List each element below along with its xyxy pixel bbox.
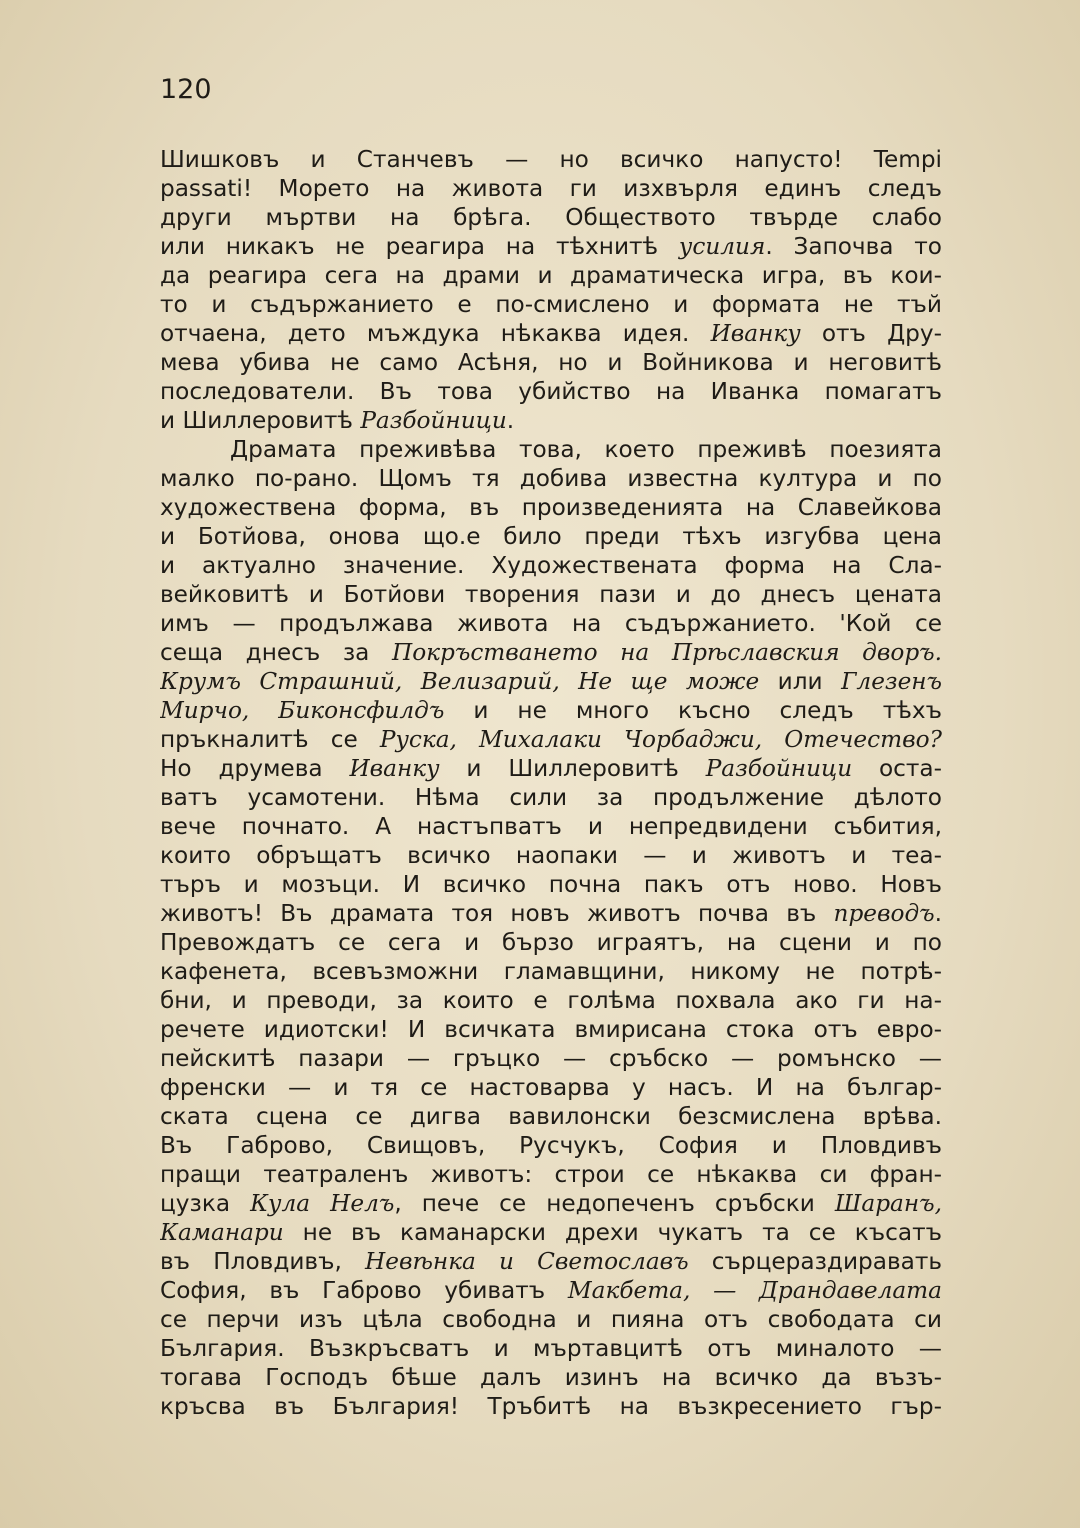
text-run: Шишковъ и Станчевъ — но всичко напусто! Tempi (160, 146, 942, 173)
italic-title: Иванку (710, 320, 801, 347)
text-line (160, 667, 942, 696)
text-line (160, 406, 942, 435)
text-line (160, 1334, 942, 1363)
text-line (160, 1160, 942, 1189)
text-run: , пече се недопеченъ сръбски (394, 1190, 835, 1217)
text-line (160, 1102, 942, 1131)
italic-title: Иванку (349, 755, 440, 782)
text-run: животъ! Въ драмата тоя новъ животъ почва въ (160, 900, 834, 927)
text-run: . Започва то (765, 233, 942, 260)
text-run: имъ — продължава живота на съдържанието. 'Кой се (160, 610, 942, 637)
text-run: мева убива не само Асѣня, но и Войникова и неговитѣ (160, 349, 942, 376)
text-line (160, 174, 942, 203)
text-line (160, 203, 942, 232)
text-line (160, 1305, 942, 1334)
italic-title: Покръстването на Прѣславския дворъ. (392, 639, 942, 666)
text-run: ватъ усамотени. Нѣма сили за продължение дѣлото (160, 784, 942, 811)
text-line (160, 1276, 942, 1305)
text-line (160, 377, 942, 406)
text-run: или никакъ не реагира на тѣхнитѣ (160, 233, 679, 260)
italic-title: Мирчо, Биконсфилдъ (160, 697, 445, 724)
text-run: френски — и тя се настоварва у насъ. И на българ- (160, 1074, 942, 1101)
text-line (160, 725, 942, 754)
body-text (160, 145, 942, 1421)
text-line (160, 1363, 942, 1392)
text-line (160, 319, 942, 348)
text-run: . (934, 900, 942, 927)
text-run: и Шиллеровитѣ (160, 407, 361, 434)
text-run: Но друмева (160, 755, 350, 782)
text-run: Превождатъ се сега и бързо играятъ, на сцени и по (160, 929, 942, 956)
text-run: речете идиотски! И всичката вмирисана стока отъ евро- (160, 1016, 942, 1043)
text-run: малко по-рано. Щомъ тя добива известна култура и по (160, 465, 942, 492)
text-run: въ Пловдивъ, (160, 1248, 366, 1275)
text-run: други мъртви на брѣга. Обществото твърде слабо (160, 204, 942, 231)
italic-title: Крумъ Страшний, Велизарий, Не ще може (160, 668, 760, 695)
text-run: София, въ Габрово убиватъ (160, 1277, 568, 1304)
text-line (160, 899, 942, 928)
italic-title: Разбойници (360, 407, 507, 434)
text-line (160, 870, 942, 899)
text-run: се перчи изъ цѣла свободна и пияна отъ свободата си (160, 1306, 942, 1333)
text-line (160, 493, 942, 522)
text-line (160, 580, 942, 609)
text-line (160, 522, 942, 551)
text-line (160, 464, 942, 493)
text-run: и Шиллеровитѣ (439, 755, 706, 782)
text-run: . (506, 407, 515, 434)
text-line (160, 1044, 942, 1073)
text-run: passati! Морето на живота ги изхвърля единъ следъ (160, 175, 942, 202)
italic-title: усилия (678, 233, 766, 260)
text-run: Въ Габрово, Свищовъ, Русчукъ, София и Пловдивъ (160, 1132, 942, 1159)
text-line (160, 812, 942, 841)
text-line (160, 1392, 942, 1421)
italic-title: Разбойници (705, 755, 853, 782)
text-run: цузка (160, 1190, 251, 1217)
text-run: да реагира сега на драми и драматическа игра, въ кои- (160, 262, 942, 289)
text-run: или (759, 668, 842, 695)
text-run: последователи. Въ това убийство на Иванка помагатъ (160, 378, 942, 405)
text-line (160, 1015, 942, 1044)
text-line (160, 754, 942, 783)
text-line (160, 783, 942, 812)
text-line (160, 986, 942, 1015)
text-run: пейскитѣ пазари — гръцко — сръбско — ромънско — (160, 1045, 942, 1072)
text-line (160, 348, 942, 377)
text-line (160, 609, 942, 638)
italic-title: преводъ (833, 900, 935, 927)
text-run: търъ и мозъци. И всичко почна пакъ отъ ново. Новъ (160, 871, 942, 898)
italic-title: Макбета, — Драндавелата (567, 1277, 942, 1304)
text-run: кафенета, всевъзможни гламавщини, никому не потрѣ- (160, 958, 942, 985)
text-run: България. Възкръсватъ и мъртавцитѣ отъ миналото — (160, 1335, 942, 1362)
text-run: сеща днесъ за (160, 639, 392, 666)
italic-title: Руска, Михалаки Чорбаджи, Отечество? (379, 726, 942, 753)
italic-title: Глезенъ (841, 668, 942, 695)
text-line (160, 145, 942, 174)
text-run: отчаена, дето мъждука нѣкаква идея. (160, 320, 711, 347)
text-run: сърцераздиравать (688, 1248, 942, 1275)
text-line (160, 435, 942, 464)
text-run: тогава Господъ бѣше далъ изинъ на всичко да възъ- (160, 1364, 942, 1391)
text-run: вече почнато. А настъпватъ и непредвидени събития, (160, 813, 942, 840)
text-line (160, 841, 942, 870)
italic-title: Кула Нелъ (250, 1190, 395, 1217)
text-run: кръсва въ България! Тръбитѣ на възкресението гър- (160, 1393, 942, 1420)
text-run: които обръщатъ всичко наопаки — и животъ и теа- (160, 842, 942, 869)
text-run: бни, и преводи, за които е голѣма похвала ако ги на- (160, 987, 942, 1014)
italic-title: Каманари (160, 1219, 284, 1246)
text-run: и Ботйова, онова що.е било преди тѣхъ изгубва цена (160, 523, 942, 550)
text-line (160, 957, 942, 986)
text-line (160, 638, 942, 667)
page-number: 120 (160, 74, 212, 105)
text-run: Драмата преживѣва това, което преживѣ поезията (230, 436, 942, 463)
text-run: не въ каманарски дрехи чукатъ та се късатъ (283, 1219, 942, 1246)
text-line (160, 1131, 942, 1160)
text-line (160, 696, 942, 725)
text-line (160, 1189, 942, 1218)
text-run: и не много късно следъ тѣхъ (444, 697, 942, 724)
text-line (160, 232, 942, 261)
text-run: пращи театраленъ животъ: строи се нѣкаква си фран- (160, 1161, 942, 1188)
text-run: отъ Дру- (800, 320, 942, 347)
text-line (160, 290, 942, 319)
text-line (160, 1073, 942, 1102)
text-run: вейковитѣ и Ботйови творения пази и до днесъ цената (160, 581, 942, 608)
italic-title: Невѣнка и Светославъ (365, 1248, 689, 1275)
text-run: художествена форма, въ произведенията на Славейкова (160, 494, 942, 521)
text-run: оста- (852, 755, 942, 782)
text-line (160, 1247, 942, 1276)
text-run: ската сцена се дигва вавилонски безсмислена врѣва. (160, 1103, 942, 1130)
text-line (160, 928, 942, 957)
text-run: то и съдържанието е по-смислено и формата не тъй (160, 291, 942, 318)
text-line (160, 551, 942, 580)
text-run: пръкналитѣ се (160, 726, 380, 753)
italic-title: Шаранъ, (834, 1190, 942, 1217)
text-line (160, 261, 942, 290)
text-run: и актуално значение. Художествената форма на Сла- (160, 552, 942, 579)
text-line (160, 1218, 942, 1247)
